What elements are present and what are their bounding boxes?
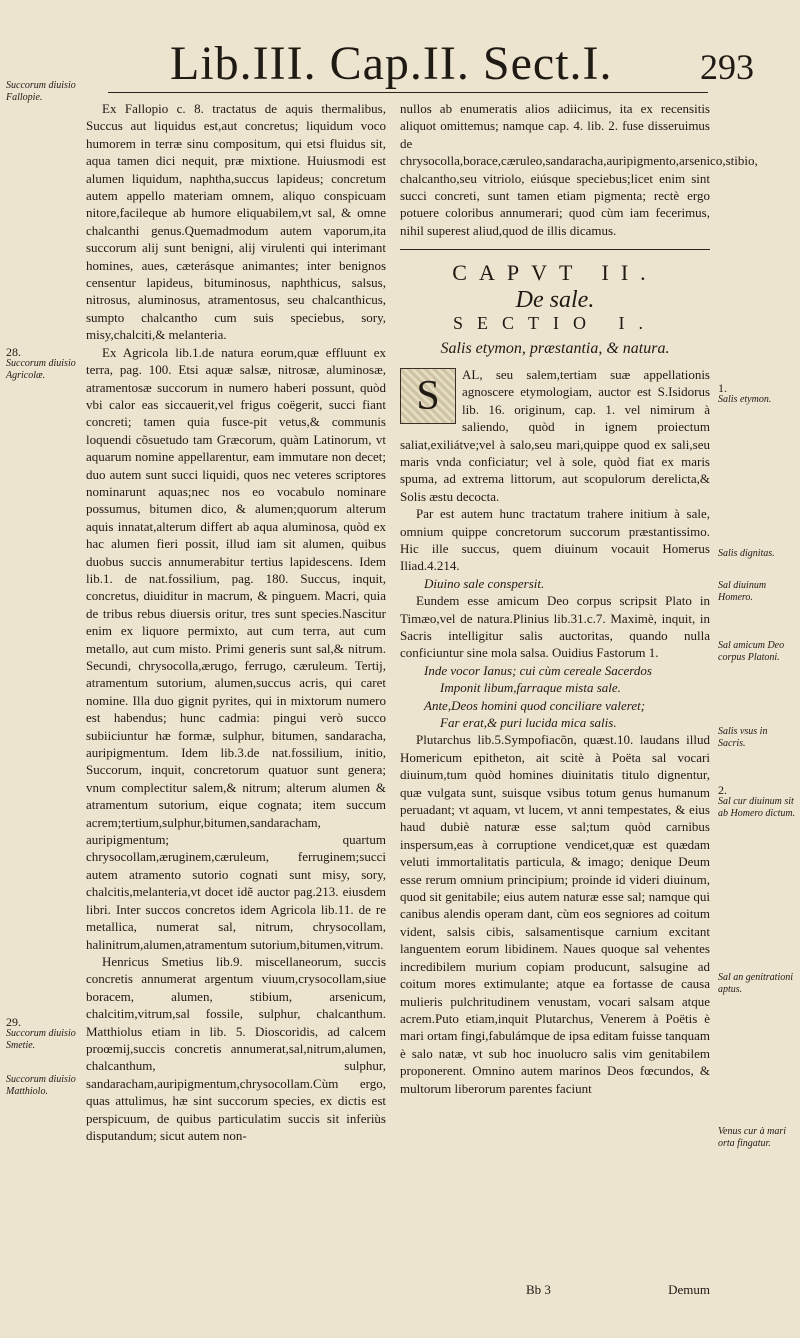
margin-note-left-4: Succorum diuisio Matthiolo. [6, 1074, 76, 1097]
section-heading: SECTIO I. [453, 313, 657, 334]
page-number: 293 [700, 47, 754, 87]
margin-note-right-7: Sal an genitrationi aptus. [718, 972, 793, 995]
margin-note-right-3: Sal diuinum Homero. [718, 580, 767, 603]
margin-note-right-2: Salis dignitas. [718, 548, 775, 559]
margin-note-right-4: Sal amicum Deo corpus Platoni. [718, 640, 785, 663]
margin-note-left-2: 28. Succorum diuisio Agricolæ. [6, 345, 76, 381]
paragraph-smetius: Henricus Smetius lib.9. miscellaneorum, succis concretis annumerat argentum viuum,crysocollam,siue boracem, alumen, stibium, arsenicum, chalcitim,vitrum,sal fossile, sulphur, chalcanthum. Matthiolus etiam in lib. 5. Dioscoridis, ad calcem proœmij,succis concretis annumerat,sal,nitrum,alumen, chalcanthum, sulphur, sandaracham,auripigmentum,chrysocollam.Cùm ergo, quas attulimus, hæ sint succorum species, ex dictis est perspicuum, de quibus particulatim succis sit inferiùs disputandum; sicut autem non- [86, 953, 386, 1143]
section-rule [400, 249, 710, 250]
drop-cap [400, 368, 456, 424]
left-column [86, 100, 386, 1144]
verse-homer: Diuino sale conspersit. [424, 575, 545, 591]
margin-note-left-3: 29. Succorum diuisio Smetie. [6, 1015, 76, 1051]
margin-note-right-6: 2. Sal cur diuinum sit ab Homero dictum. [718, 783, 796, 819]
paragraph-plutarch: Plutarchus lib.5.Sympofiacõn, quæst.10. laudans illud Homericum epitheton, ait scitè à Poëta sal vocari diuinum,tum quòd homines diuinitatis titulo dignentur, quæ vulgata sunt, suisque vsibus totum genus humanum peruadant; vt aquam, vt lucem, vt anni tempestates, & eius haud dubiè naturæ esse sal;tum quòd carnibus inspersum,eas à corruptione vendicet,quæ est quædam veluti immortalitatis particula, & imago; denique Deum esse rerum omnium principium; proinde id videri diuinum, quod sit genitabile; eius autem naturæ esse sal; namque qui canibus alendis operam dant, cùm eos segniores ad coitum vident, salsis cibis, salsamentisque carnium excitant languentem eorum libidinem. Naues quoque sal vehentes incredibilem murium copiam producunt, salsugine ad coitum mores extimulante; atque ea fortasse de causa mulieris pulchritudinem venustam, vocari salsam atque acrem.Puto etiam,inquit Plutarchus, Venerem à Poëtis è mari ortam fingi,fabulámque de ipsa editam fuisse tanquam è salo natæ, vt sub hoc inuolucro salis vim genitabilem proponerent. Omnino autem marinos Deos fœcundos, & multorum liberorum parentes faciunt [400, 732, 710, 1096]
running-head [0, 36, 800, 96]
paragraph-homer: Par est autem hunc tractatum trahere initium à sale, omnium quippe concretorum succorum præstantissimo. Hic ille succus, quem diuinum vocauit Homerus Iliad.4.214. [400, 506, 710, 574]
drop-cap-ornament [400, 368, 456, 424]
section-title: Salis etymon, præstantia, & natura. [440, 340, 670, 358]
paragraph-fallopio: Ex Fallopio c. 8. tractatus de aquis thermalibus, Succus aut liquidus est,aut concretus; liquidum voco humorem in terræ sinu compositum, qui etsi fluidus sit, aqua tamen dici nequit, præ mixtione. Huiusmodi est alumen liquidum, naphtha,succus lapideus; concretum autem appello materiam omnem, aliquo conspicuam nitore,facileque ab humore eliquabilem,vt sal, & omne chalcanthi genus.Quemadmodum autem vaporum,ita succorum alij sunt benigni, alij virulenti qui interimant homines, aues, cæterásque animantes; inter benignos censentur lapideus, bituminosus, naphthicus, salsus, nitrosus, aluminosus, atramentosus, seu chalcanthicus, sumpto chalcantho cum suis speciebus, sory, misy,chalciti,& melanteria. [86, 101, 386, 343]
margin-note-right-1: 1. Salis etymon. [718, 381, 772, 405]
verse-ovid-1: Inde vocor Ianus; cui cùm cereale Sacerdos [424, 662, 652, 678]
paragraph-continuation: nullos ab enumeratis alios adiicimus, ita ex recensitis aliquot omittemus; namque cap. 4. lib. 2. fuse disseruimus de chrysocolla,borace,cæruleo,sandaracha,auripigmento,arsenico,stibio, chalcantho,seu vitriolo, eiúsque speciebus;licet enim sint succi concreti, sunt tamen etiam pigmenta; rectè ergo potuere coloribus annumerari; quod cùm iam fecerimus, nihil superest aliud,quod de illis dicamus. [400, 101, 758, 238]
margin-note-right-8: Venus cur à mari orta fingatur. [718, 1126, 787, 1149]
paragraph-plato: Eundem esse amicum Deo corpus scripsit Plato in Timæo,vel de natura.Plinius lib.31.c.7. Maximè, inquit, in Sacris intelligitur salis auctoritas, quando nulla conficiuntur sine mola salsa. Ouidius Fastorum 1. [400, 593, 710, 661]
margin-note-left-1: Succorum diuisio Fallopie. [6, 80, 76, 103]
verse-ovid-2: Imponit libum,farraque mista sale. [440, 680, 621, 696]
verse-ovid-4: Far erat,& puri lucida mica salis. [440, 715, 617, 730]
head-rule [108, 92, 708, 93]
chapter-heading: CAPVT II. [452, 260, 658, 286]
catchword: Demum [668, 1282, 710, 1297]
chapter-subtitle: De sale. [515, 286, 595, 313]
paragraph-etymon: AL, seu salem,tertiam suæ appellationis agnoscere etymologiam, auctor est S.Isidorus lib. 16. originum, cap. 1. vel nimirum à saliendo, quòd in ignem proiectum saliat,exiliátve;vel à salo,seu mari,quippe quod ex sali,seu maris vnda conficiatur; vel à sole, quòd fiat ex maris spuma, ad extrema littorum, aut scopulorum derelicta,& Solis æstu decocta. [400, 366, 710, 504]
verse-ovid-3: Ante,Deos homini quod conciliare valeret; [424, 697, 646, 713]
margin-note-right-5: Salis vsus in Sacris. [718, 726, 768, 749]
paragraph-agricola: Ex Agricola lib.1.de natura eorum,quæ effluunt ex terra, pag. 100. Etsi aquæ salsæ, nitrosæ, aluminosæ, atramentosæ succorum in numero haberi possunt, quòd vbi calor eas siccauerit,vel frigus coëgerit, succi fiant concreti; tamen quia fusce-pit vetus,& communis loquendi cõsuetudo tam Græcorum, quàm Latinorum, vt aquarum nomine appellarentur, eam immutare non decet; duo autem sunt succi liquidi, quos nec veteres scriptores nominarunt aquas;nec nos eo vocabulo nominare possumus, bitumen dico, & alumen;quorum alterum aquis innatat,alterum differt ab aqua aluminosa, quòd ex hac alumen fieri possit, illud iam sit alumen, quibus duobus succis annumerabitur tertius lapidescens. Idem lib.1. de nat.fossilium, pag. 180. Succus, inquit, concretus, diuiditur in macrum, & pinguem. Macri, quia de tribus rebus diuersis oritur, tres sunt species.Nascitur enim ex liquore permixto, aut cum terra, aut cum metallo, aut cum misto. Primi generis sunt sal,& nitrum. Secundi, chrysocolla,ærugo, ferrugo, cæruleum. Tertij, atramentum sutorium, alumen,succus acris, qui caret nomine. Illa duo gignit pyrites, qui in mixtorum numero est habendus; hunc cadmia: pingui verò succo subiiciuntur hæ formæ, sulphur, bitumen, sandaracha, auripigmentum. Idem lib.3.de nat.fossilium, initio, Succorum, inquit, concretorum quatuor sunt genera; vnum complectitur salem,& nitrum; alterum alumen & atramentum sutorium, eique cognata; item succum acrem;tertium,sulphur,bitumen,sandaracham, auripigmentum; quartum chrysocollam,æruginem,cæruleum, ferruginem;succi autem atramento sutorio cognati sunt misy, sory, chalcitis,melanteria,vt docet idẽ auctor pag.213. eiusdem libri. Inter succos concretos idem Agricola lib.11. de re metallica, numerat sal, nitrum, chrysocollam, halinitrum,alumen,atramentum sutorium,bitumen,vitrum. [86, 344, 386, 952]
drop-cap-letter: S [416, 372, 440, 419]
running-title: Lib.III. Cap.II. Sect.I. [170, 37, 613, 90]
signature-mark: Bb 3 [526, 1282, 551, 1297]
